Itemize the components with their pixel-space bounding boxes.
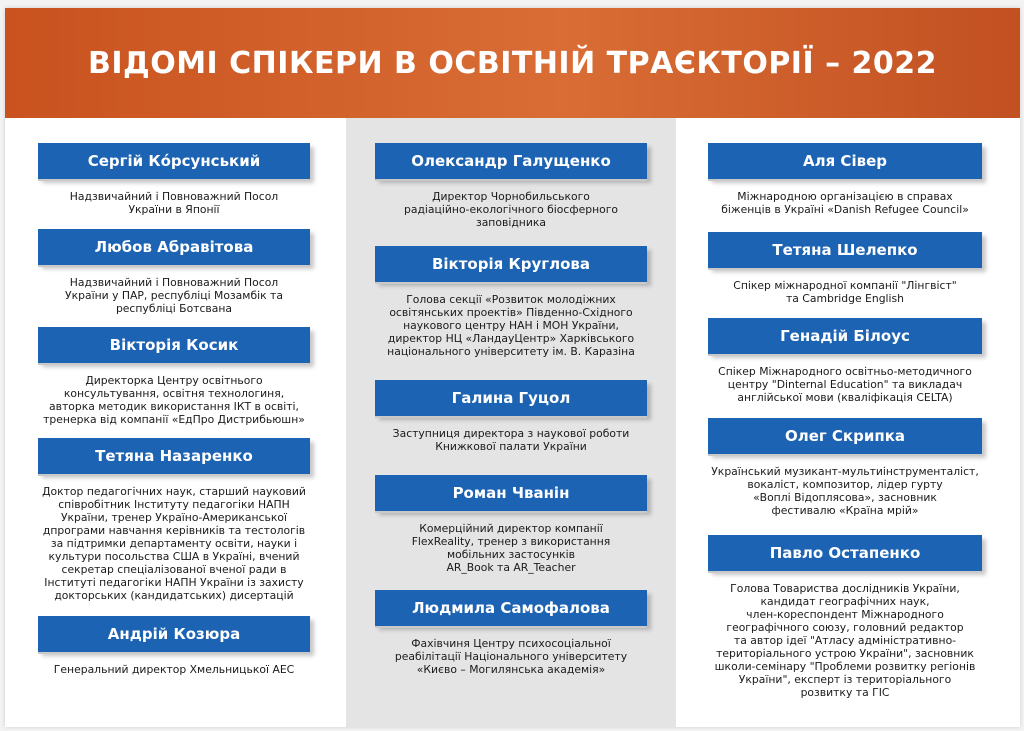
speaker-card [708,418,982,517]
speaker-card [375,380,647,453]
speaker-column-3 [676,118,1020,727]
speaker-name: Аля Сівер [708,143,982,179]
speaker-column-1 [5,118,344,727]
speaker-name: Павло Остапенко [708,535,982,571]
speaker-name: Сергій Ко́рсунський [38,143,310,179]
speaker-card [375,475,647,574]
speaker-description: Директорка Центру освітнього консультування, освітня технологиня, авторка методик використання ІКТ в освіті, тренерка від компанії «ЕдПро Дистрибьюшн» [43,374,305,426]
page-title: ВІДОМІ СПІКЕРИ В ОСВІТНІЙ ТРАЄКТОРІЇ – 2022 [87,45,938,81]
speaker-card [375,143,647,229]
speaker-name: Олександр Галущенко [375,143,647,179]
speaker-description: Голова Товариства дослідників України, кандидат географічних наук, член-кореспондент Міжнародного географічного союзу, головний редактор та автор ідеї "Атласу адміністративно- територіального устрою України", засновник школи-семінару "Проблеми розвитку регіонів України", експерт із територіального розвитку та ГІС [714,582,976,699]
speaker-card [38,229,310,315]
speaker-card [708,535,982,699]
poster-sheet [5,8,1020,727]
speaker-description: Директор Чорнобильського радіаційно-екологічного біосферного заповідника [403,190,619,229]
speaker-name: Олег Скрипка [708,418,982,454]
speaker-card [38,616,310,676]
speaker-description: Спікер Міжнародного освітньо-методичного центру "Dinternal Education" та викладач англійської мови (кваліфікація CELTA) [718,365,972,404]
speaker-description: Міжнародною організацією в справах біженців в Україні «Danish Refugee Council» [721,190,969,216]
speaker-name: Тетяна Назаренко [38,438,310,474]
header-banner [5,8,1020,118]
speaker-card [708,143,982,216]
speaker-name: Людмила Самофалова [375,590,647,626]
speaker-card [708,318,982,404]
speaker-card [38,327,310,426]
speaker-card [375,246,647,358]
speaker-description: Фахівчиня Центру психосоціальної реабілітації Національного університету «Києво – Могилянська академія» [394,637,628,676]
speaker-description: Спікер міжнародної компанії "Лінгвіст" та Cambridge English [733,279,957,305]
speaker-card [38,143,310,216]
speaker-description: Заступниця директора з наукової роботи Книжкової палати України [392,427,630,453]
speaker-card [38,438,310,602]
speaker-name: Вікторія Косик [38,327,310,363]
speaker-name: Вікторія Круглова [375,246,647,282]
speaker-card [375,590,647,676]
speaker-name: Любов Абравітова [38,229,310,265]
speaker-description: Надзвичайний і Повноважний Посол України в Японії [69,190,279,216]
speaker-name: Андрій Козюра [38,616,310,652]
speaker-description: Генеральний директор Хмельницької АЕС [53,663,295,676]
speaker-column-2 [346,118,676,727]
speaker-description: Надзвичайний і Повноважний Посол України у ПАР, республіці Мозамбік та республіці Ботсвана [65,276,283,315]
speaker-name: Роман Чванін [375,475,647,511]
speaker-name: Галина Гуцол [375,380,647,416]
speaker-description: Голова секції «Розвиток молодіжних освітянських проектів» Південно-Східного наукового центру НАН і МОН України, директор НЦ «ЛандауЦентр» Харківського національного університету ім. В. Каразіна [387,293,635,358]
speaker-description: Доктор педагогічних наук, старший науковий співробітник Інституту педагогіки НАПН України, тренер Україно-Американської дпрограми навчання керівників та тестологів за підтримки департаменту освіти, науки і культури посольства США в Україні, вчений секретар спеціалізованої вченої ради в Інституті педагогіки НАПН України із захисту докторських (кандидатських) дисертацій [42,485,306,602]
speaker-description: Український музикант-мультиінструменталіст, вокаліст, композитор, лідер гурту «Воплі Відоплясова», засновник фестивалю «Країна мрій» [711,465,979,517]
speaker-name: Тетяна Шелепко [708,232,982,268]
speaker-name: Генадій Білоус [708,318,982,354]
speaker-card [708,232,982,305]
speaker-description: Комерційний директор компанії FlexReality, тренер з використання мобільних застосунків AR_Book та AR_Teacher [411,522,611,574]
